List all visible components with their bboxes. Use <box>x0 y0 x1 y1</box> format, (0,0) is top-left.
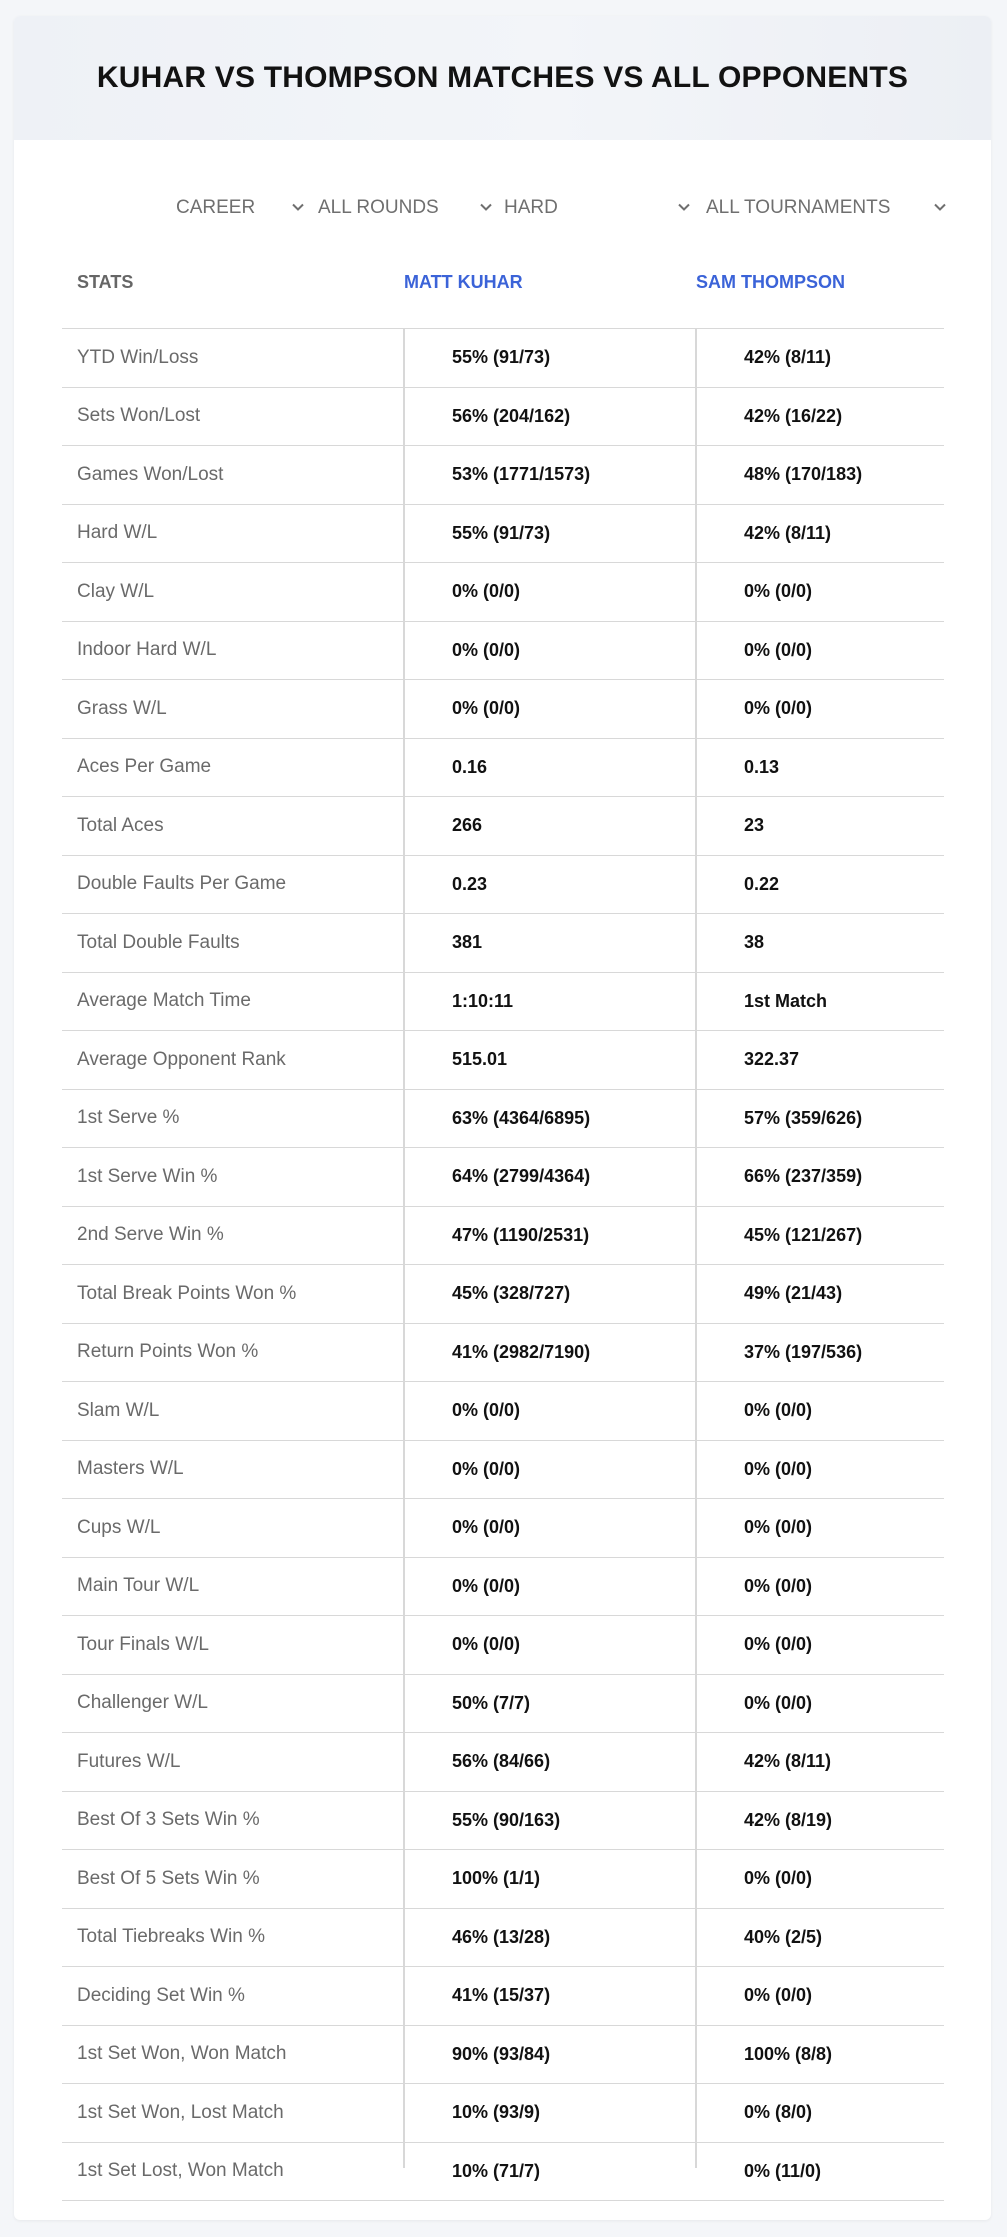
player2-value: 42% (16/22) <box>744 405 843 426</box>
table-row <box>62 1792 944 1851</box>
player1-value: 56% (84/66) <box>452 1751 551 1772</box>
table-row <box>62 1031 944 1090</box>
table-row <box>62 914 944 973</box>
stat-label: Clay W/L <box>77 580 155 602</box>
stat-label: Challenger W/L <box>77 1692 208 1714</box>
stat-label: Grass W/L <box>77 697 167 719</box>
stats-card <box>14 16 991 2220</box>
stat-label: Best Of 3 Sets Win % <box>77 1809 260 1831</box>
player1-value: 381 <box>452 932 483 953</box>
player1-value: 46% (13/28) <box>452 1926 551 1947</box>
stat-label: Total Break Points Won % <box>77 1282 297 1304</box>
table-row <box>62 1616 944 1675</box>
stat-label: 1st Set Won, Lost Match <box>77 2101 284 2123</box>
player1-value: 55% (90/163) <box>452 1809 561 1830</box>
player2-value: 42% (8/19) <box>744 1809 833 1830</box>
player2-value: 0.22 <box>744 873 780 894</box>
player1-value: 47% (1190/2531) <box>452 1224 590 1245</box>
player1-value: 53% (1771/1573) <box>452 464 591 485</box>
player2-value: 37% (197/536) <box>744 1341 863 1362</box>
player1-value: 0% (0/0) <box>452 1517 521 1538</box>
stat-label: Deciding Set Win % <box>77 1984 245 2006</box>
stat-label: Tour Finals W/L <box>77 1633 209 1655</box>
table-row <box>62 329 944 388</box>
round-select-value: ALL ROUNDS <box>318 197 439 218</box>
table-row <box>62 1733 944 1792</box>
player1-value: 0% (0/0) <box>452 1458 521 1479</box>
player1-value: 90% (93/84) <box>452 2043 551 2064</box>
player2-value: 0% (0/0) <box>744 1400 813 1421</box>
surface-select-value: HARD <box>504 197 558 218</box>
table-row <box>62 1441 944 1500</box>
stat-label: YTD Win/Loss <box>77 346 199 368</box>
round-select[interactable] <box>318 188 496 228</box>
table-row <box>62 2026 944 2085</box>
table-row <box>62 388 944 447</box>
player1-value: 266 <box>452 815 483 836</box>
table-row <box>62 505 944 564</box>
table-row <box>62 1382 944 1441</box>
player2-value: 40% (2/5) <box>744 1926 823 1947</box>
player2-value: 42% (8/11) <box>744 1751 832 1772</box>
stat-label: 1st Set Lost, Won Match <box>77 2160 284 2182</box>
player2-value: 48% (170/183) <box>744 464 863 485</box>
chevron-down-icon <box>290 199 306 215</box>
filter-bar <box>14 188 991 228</box>
player1-value: 0% (0/0) <box>452 1400 521 1421</box>
table-row <box>62 1675 944 1734</box>
period-select[interactable] <box>176 188 316 228</box>
player2-value: 0% (0/0) <box>744 1458 813 1479</box>
stat-label: 2nd Serve Win % <box>77 1224 224 1246</box>
player1-column-header[interactable]: MATT KUHAR <box>404 272 523 292</box>
stat-label: Main Tour W/L <box>77 1575 200 1597</box>
player2-value: 0% (0/0) <box>744 1575 813 1596</box>
table-row <box>62 1207 944 1266</box>
player2-value: 23 <box>744 815 765 836</box>
stat-label: Indoor Hard W/L <box>77 639 217 661</box>
player1-value: 64% (2799/4364) <box>452 1166 591 1187</box>
player1-value: 63% (4364/6895) <box>452 1107 591 1128</box>
player1-value: 45% (328/727) <box>452 1283 571 1304</box>
stat-label: Total Tiebreaks Win % <box>77 1926 265 1948</box>
player1-value: 10% (93/9) <box>452 2102 541 2123</box>
player1-value: 0% (0/0) <box>452 1634 521 1655</box>
tournament-select[interactable] <box>706 188 956 228</box>
player2-value: 38 <box>744 932 765 953</box>
table-row <box>62 2143 944 2202</box>
player1-value: 41% (15/37) <box>452 1985 551 2006</box>
player2-value: 0% (0/0) <box>744 639 813 660</box>
stat-label: Futures W/L <box>77 1750 181 1772</box>
stat-label: Return Points Won % <box>77 1341 259 1363</box>
stat-label: Best Of 5 Sets Win % <box>77 1867 260 1889</box>
table-row <box>62 856 944 915</box>
player2-value: 42% (8/11) <box>744 522 832 543</box>
player1-value: 0% (0/0) <box>452 1575 521 1596</box>
stats-column-header: STATS <box>77 272 134 292</box>
player2-value: 1st Match <box>744 990 828 1011</box>
column-divider <box>695 328 697 2168</box>
chevron-down-icon <box>478 199 494 215</box>
table-row <box>62 1850 944 1909</box>
stat-label: 1st Serve Win % <box>77 1165 218 1187</box>
player2-value: 57% (359/626) <box>744 1107 863 1128</box>
player1-value: 100% (1/1) <box>452 1868 541 1889</box>
stat-label: Hard W/L <box>77 522 158 544</box>
player2-value: 0% (0/0) <box>744 1634 813 1655</box>
player1-value: 41% (2982/7190) <box>452 1341 591 1362</box>
surface-select[interactable] <box>504 188 699 228</box>
stat-label: Average Match Time <box>77 990 251 1012</box>
stat-label: Aces Per Game <box>77 756 212 778</box>
stat-label: 1st Serve % <box>77 1107 180 1129</box>
stats-table <box>62 256 944 2201</box>
player2-value: 0% (0/0) <box>744 1692 813 1713</box>
player1-value: 1:10:11 <box>452 990 514 1011</box>
player2-value: 42% (8/11) <box>744 347 832 368</box>
stat-label: Total Aces <box>77 814 164 836</box>
player2-value: 0% (0/0) <box>744 698 813 719</box>
table-header <box>62 256 944 329</box>
player1-value: 50% (7/7) <box>452 1692 531 1713</box>
table-row <box>62 1909 944 1968</box>
player2-value: 0% (0/0) <box>744 1985 813 2006</box>
player2-value: 100% (8/8) <box>744 2043 833 2064</box>
table-row <box>62 1090 944 1149</box>
player1-value: 56% (204/162) <box>452 405 571 426</box>
stat-label: Games Won/Lost <box>77 463 224 485</box>
table-row <box>62 739 944 798</box>
chevron-down-icon <box>932 199 948 215</box>
player2-value: 0% (0/0) <box>744 1517 813 1538</box>
player1-value: 55% (91/73) <box>452 347 551 368</box>
stat-label: 1st Set Won, Won Match <box>77 2043 287 2065</box>
stat-label: Slam W/L <box>77 1399 160 1421</box>
player1-value: 0% (0/0) <box>452 581 521 602</box>
column-divider <box>403 328 405 2168</box>
stat-label: Total Double Faults <box>77 931 240 953</box>
table-row <box>62 622 944 681</box>
table-row <box>62 1265 944 1324</box>
table-body <box>62 329 944 2201</box>
card-header <box>14 16 991 140</box>
table-row <box>62 1967 944 2026</box>
page-title: KUHAR VS THOMPSON MATCHES VS ALL OPPONENTS <box>96 61 909 94</box>
player2-value: 66% (237/359) <box>744 1166 863 1187</box>
player2-value: 45% (121/267) <box>744 1224 863 1245</box>
tournament-select-value: ALL TOURNAMENTS <box>706 197 891 218</box>
stat-label: Cups W/L <box>77 1516 161 1538</box>
player1-value: 515.01 <box>452 1049 508 1070</box>
player1-value: 0% (0/0) <box>452 639 521 660</box>
player1-value: 55% (91/73) <box>452 522 551 543</box>
player2-value: 0% (11/0) <box>744 2160 822 2181</box>
player2-value: 49% (21/43) <box>744 1283 843 1304</box>
stat-label: Masters W/L <box>77 1458 184 1480</box>
player2-value: 0% (8/0) <box>744 2102 813 2123</box>
stat-label: Double Faults Per Game <box>77 873 287 895</box>
table-row <box>62 1148 944 1207</box>
table-row <box>62 680 944 739</box>
table-row <box>62 2084 944 2143</box>
player2-value: 0.13 <box>744 756 780 777</box>
player1-value: 0% (0/0) <box>452 698 521 719</box>
stat-label: Average Opponent Rank <box>77 1048 286 1070</box>
table-row <box>62 1499 944 1558</box>
player2-value: 0% (0/0) <box>744 581 813 602</box>
player1-value: 0.16 <box>452 756 488 777</box>
player1-value: 10% (71/7) <box>452 2160 541 2181</box>
chevron-down-icon <box>676 199 692 215</box>
table-row <box>62 563 944 622</box>
player2-value: 0% (0/0) <box>744 1868 813 1889</box>
table-row <box>62 973 944 1032</box>
table-row <box>62 1324 944 1383</box>
table-row <box>62 1558 944 1617</box>
period-select-value: CAREER <box>176 197 256 218</box>
table-row <box>62 797 944 856</box>
table-row <box>62 446 944 505</box>
player2-column-header[interactable]: SAM THOMPSON <box>696 272 846 292</box>
player1-value: 0.23 <box>452 873 488 894</box>
player2-value: 322.37 <box>744 1049 800 1070</box>
stat-label: Sets Won/Lost <box>77 405 201 427</box>
